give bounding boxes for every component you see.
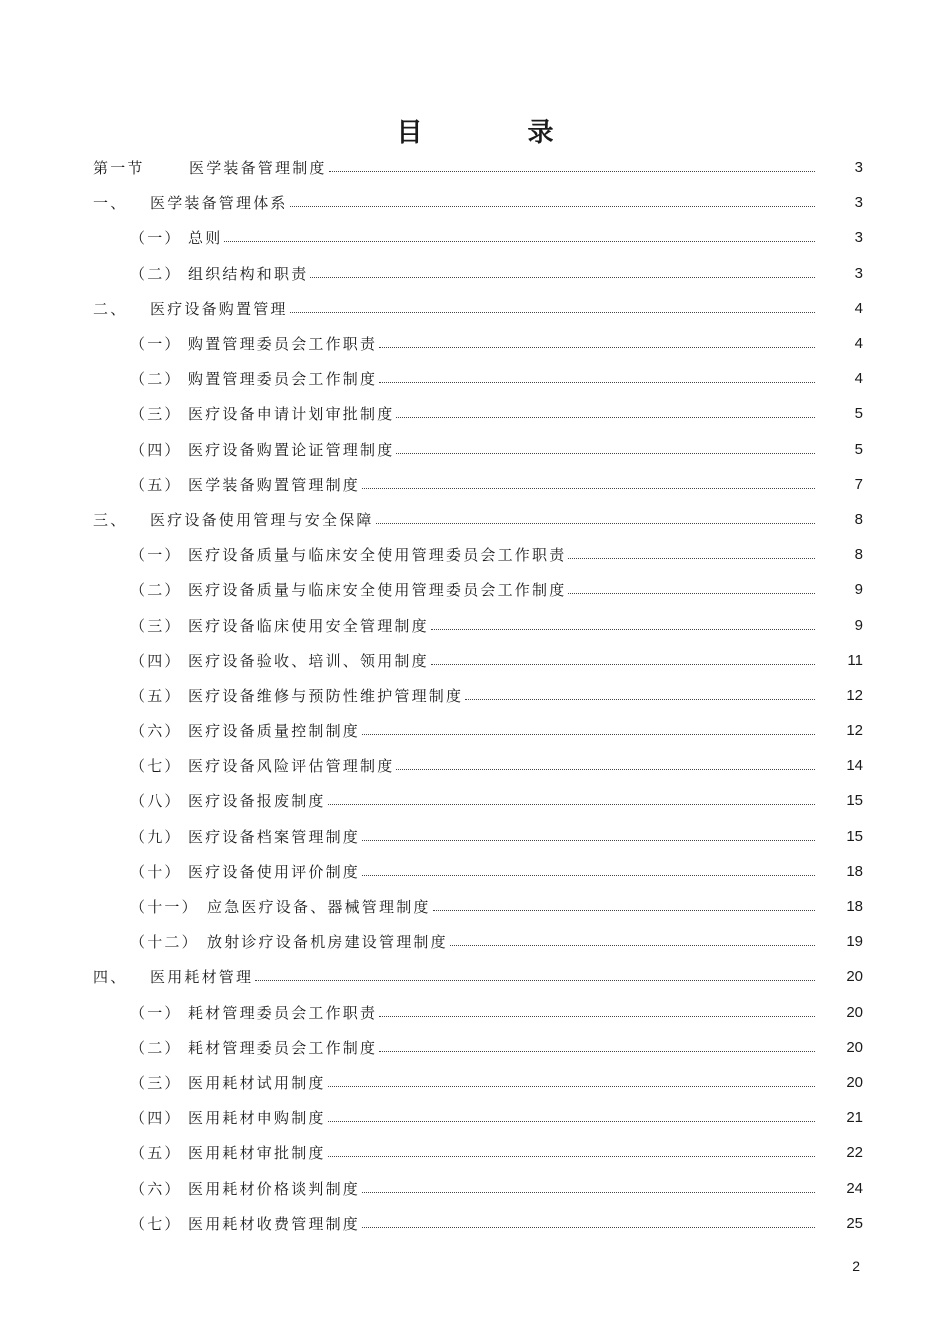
toc-entry-item[interactable] [93, 1170, 863, 1205]
toc-title [0, 112, 950, 148]
toc-entry-number: （六） [130, 1179, 182, 1198]
toc-entry-text: 医用耗材试用制度 [188, 1073, 326, 1092]
toc-entry-number: （二） [130, 581, 182, 600]
toc-entry-page: 20 [846, 1038, 863, 1056]
toc-entry-number: （三） [130, 616, 182, 635]
toc-entry-number: （一） [130, 229, 182, 248]
toc-entry-chapter-4[interactable] [93, 959, 863, 994]
toc-entry-text: 耗材管理委员会工作职责 [188, 1003, 378, 1022]
toc-entry-text: 组织结构和职责 [188, 264, 309, 283]
toc-entry-text: 医学装备购置管理制度 [188, 475, 361, 494]
toc-entry-item[interactable] [93, 607, 863, 642]
toc-entry-page: 9 [854, 616, 863, 634]
dot-leader [310, 277, 815, 278]
dot-leader [450, 945, 815, 946]
toc-entry-number: （一） [130, 546, 182, 565]
toc-entry-item[interactable] [93, 889, 863, 924]
dot-leader [255, 980, 815, 981]
toc-entry-number: （三） [130, 1073, 182, 1092]
toc-entry-page: 20 [846, 968, 863, 986]
toc-entry-text: 医学装备管理体系 [150, 194, 288, 213]
toc-entry-number: （二） [130, 370, 182, 389]
toc-entry-page: 14 [846, 757, 863, 775]
toc-entry-item[interactable] [93, 1206, 863, 1241]
toc-entry-number: （七） [130, 757, 182, 776]
toc-entry-item[interactable] [93, 995, 863, 1030]
dot-leader [328, 1086, 815, 1087]
dot-leader [379, 1051, 815, 1052]
dot-leader [290, 312, 815, 313]
toc-entry-number: 二、 [93, 299, 128, 318]
toc-entry-number: （二） [130, 264, 182, 283]
toc-entry-text: 医疗设备购置管理 [150, 299, 288, 318]
toc-entry-item[interactable] [93, 924, 863, 959]
toc-entry-text: 医疗设备维修与预防性维护管理制度 [188, 686, 464, 705]
toc-entry-page: 24 [846, 1179, 863, 1197]
toc-entry-page: 15 [846, 792, 863, 810]
toc-entry-chapter-3[interactable] [93, 502, 863, 537]
toc-entry-page: 5 [854, 440, 863, 458]
toc-entry-item[interactable] [93, 1135, 863, 1170]
toc-entry-number: （一） [130, 335, 182, 354]
toc-entry-chapter-1[interactable] [93, 185, 863, 220]
toc-entry-number: （八） [130, 792, 182, 811]
dot-leader [379, 1016, 815, 1017]
toc-entry-text: 放射诊疗设备机房建设管理制度 [207, 933, 448, 952]
toc-entry-number: （十一） [130, 898, 199, 917]
toc-entry-number: （五） [130, 686, 182, 705]
toc-entry-number: （四） [130, 651, 182, 670]
toc-entry-item[interactable] [93, 396, 863, 431]
dot-leader [396, 417, 815, 418]
toc-entry-page: 4 [854, 370, 863, 388]
toc-entry-item[interactable] [93, 326, 863, 361]
toc-entry-page: 8 [854, 510, 863, 528]
toc-entry-item[interactable] [93, 572, 863, 607]
toc-entry-page: 4 [854, 335, 863, 353]
dot-leader [396, 769, 815, 770]
dot-leader [362, 1227, 815, 1228]
toc-entry-text: 医学装备管理制度 [189, 159, 327, 178]
toc-entry-page: 3 [854, 229, 863, 247]
dot-leader [290, 206, 815, 207]
toc-entry-page: 19 [846, 933, 863, 951]
toc-entry-text: 医疗设备风险评估管理制度 [188, 757, 395, 776]
toc-entry-item[interactable] [93, 1065, 863, 1100]
toc-entry-item[interactable] [93, 678, 863, 713]
dot-leader [328, 1156, 815, 1157]
toc-entry-text: 医疗设备临床使用安全管理制度 [188, 616, 429, 635]
dot-leader [379, 347, 815, 348]
table-of-contents [93, 150, 863, 1241]
toc-entry-page: 4 [854, 299, 863, 317]
toc-title-char-1: 目 [396, 118, 423, 148]
dot-leader [362, 840, 815, 841]
toc-entry-number: （二） [130, 1038, 182, 1057]
toc-entry-page: 21 [846, 1109, 863, 1127]
toc-entry-page: 12 [846, 722, 863, 740]
toc-entry-number: （十二） [130, 933, 199, 952]
toc-entry-item[interactable] [93, 432, 863, 467]
toc-entry-item[interactable] [93, 537, 863, 572]
toc-entry-text: 应急医疗设备、器械管理制度 [207, 898, 431, 917]
toc-entry-item[interactable] [93, 748, 863, 783]
dot-leader [568, 593, 815, 594]
toc-entry-page: 12 [846, 686, 863, 704]
toc-entry-text: 医用耗材价格谈判制度 [188, 1179, 361, 1198]
dot-leader [376, 523, 815, 524]
toc-entry-text: 医疗设备验收、培训、领用制度 [188, 651, 429, 670]
page-number: 2 [852, 1258, 860, 1274]
dot-leader [568, 558, 815, 559]
toc-entry-text: 医用耗材申购制度 [188, 1109, 326, 1128]
toc-entry-text: 购置管理委员会工作制度 [188, 370, 378, 389]
toc-entry-item[interactable] [93, 467, 863, 502]
dot-leader [362, 1192, 815, 1193]
toc-entry-text: 总则 [188, 229, 223, 248]
toc-entry-item[interactable] [93, 854, 863, 889]
toc-entry-text: 医疗设备使用管理与安全保障 [150, 510, 374, 529]
toc-entry-number: 一、 [93, 194, 128, 213]
toc-entry-page: 3 [854, 159, 863, 177]
toc-entry-text: 医用耗材审批制度 [188, 1144, 326, 1163]
dot-leader [431, 629, 815, 630]
toc-entry-item[interactable] [93, 361, 863, 396]
dot-leader [362, 734, 815, 735]
dot-leader [224, 241, 815, 242]
toc-entry-page: 18 [846, 862, 863, 880]
toc-entry-text: 购置管理委员会工作职责 [188, 335, 378, 354]
toc-title-char-2: 录 [527, 118, 554, 148]
dot-leader [329, 171, 815, 172]
dot-leader [396, 453, 815, 454]
toc-entry-page: 9 [854, 581, 863, 599]
toc-entry-item[interactable] [93, 220, 863, 255]
toc-entry-text: 医疗设备购置论证管理制度 [188, 440, 395, 459]
toc-entry-page: 25 [846, 1214, 863, 1232]
toc-entry-page: 18 [846, 898, 863, 916]
toc-entry-text: 医疗设备报废制度 [188, 792, 326, 811]
toc-entry-page: 15 [846, 827, 863, 845]
toc-entry-text: 医疗设备质量控制制度 [188, 722, 361, 741]
toc-entry-page: 3 [854, 264, 863, 282]
toc-entry-text: 医用耗材收费管理制度 [188, 1214, 361, 1233]
dot-leader [328, 1121, 815, 1122]
toc-entry-page: 3 [854, 194, 863, 212]
dot-leader [433, 910, 815, 911]
toc-entry-text: 医疗设备质量与临床安全使用管理委员会工作制度 [188, 581, 567, 600]
toc-entry-number: （九） [130, 827, 182, 846]
toc-entry-chapter-2[interactable] [93, 291, 863, 326]
toc-entry-text: 医疗设备档案管理制度 [188, 827, 361, 846]
toc-entry-page: 20 [846, 1073, 863, 1091]
dot-leader [362, 488, 815, 489]
dot-leader [362, 875, 815, 876]
toc-entry-text: 耗材管理委员会工作制度 [188, 1038, 378, 1057]
toc-entry-text: 医疗设备申请计划审批制度 [188, 405, 395, 424]
dot-leader [328, 804, 815, 805]
toc-entry-item[interactable] [93, 713, 863, 748]
toc-entry-item[interactable] [93, 819, 863, 854]
toc-entry-page: 7 [854, 475, 863, 493]
toc-entry-number: 三、 [93, 510, 128, 529]
toc-entry-item[interactable] [93, 643, 863, 678]
toc-entry-number: （五） [130, 1144, 182, 1163]
toc-entry-page: 22 [846, 1144, 863, 1162]
toc-entry-section-1[interactable] [93, 150, 863, 185]
dot-leader [379, 382, 815, 383]
dot-leader [465, 699, 815, 700]
toc-entry-page: 20 [846, 1003, 863, 1021]
dot-leader [431, 664, 815, 665]
toc-entry-number: （一） [130, 1003, 182, 1022]
toc-entry-number: （七） [130, 1214, 182, 1233]
toc-entry-page: 11 [847, 651, 863, 669]
toc-entry-text: 医疗设备质量与临床安全使用管理委员会工作职责 [188, 546, 567, 565]
toc-entry-item[interactable] [93, 1030, 863, 1065]
toc-entry-number: 第一节 [93, 159, 145, 178]
toc-entry-number: （四） [130, 440, 182, 459]
toc-entry-number: （六） [130, 722, 182, 741]
toc-entry-text: 医疗设备使用评价制度 [188, 862, 361, 881]
toc-entry-number: （五） [130, 475, 182, 494]
toc-entry-number: 四、 [93, 968, 128, 987]
toc-entry-item[interactable] [93, 783, 863, 818]
toc-entry-number: （十） [130, 862, 182, 881]
toc-entry-number: （四） [130, 1109, 182, 1128]
toc-entry-text: 医用耗材管理 [150, 968, 254, 987]
toc-entry-item[interactable] [93, 1100, 863, 1135]
toc-entry-page: 8 [854, 546, 863, 564]
toc-entry-item[interactable] [93, 256, 863, 291]
toc-entry-page: 5 [854, 405, 863, 423]
toc-entry-number: （三） [130, 405, 182, 424]
